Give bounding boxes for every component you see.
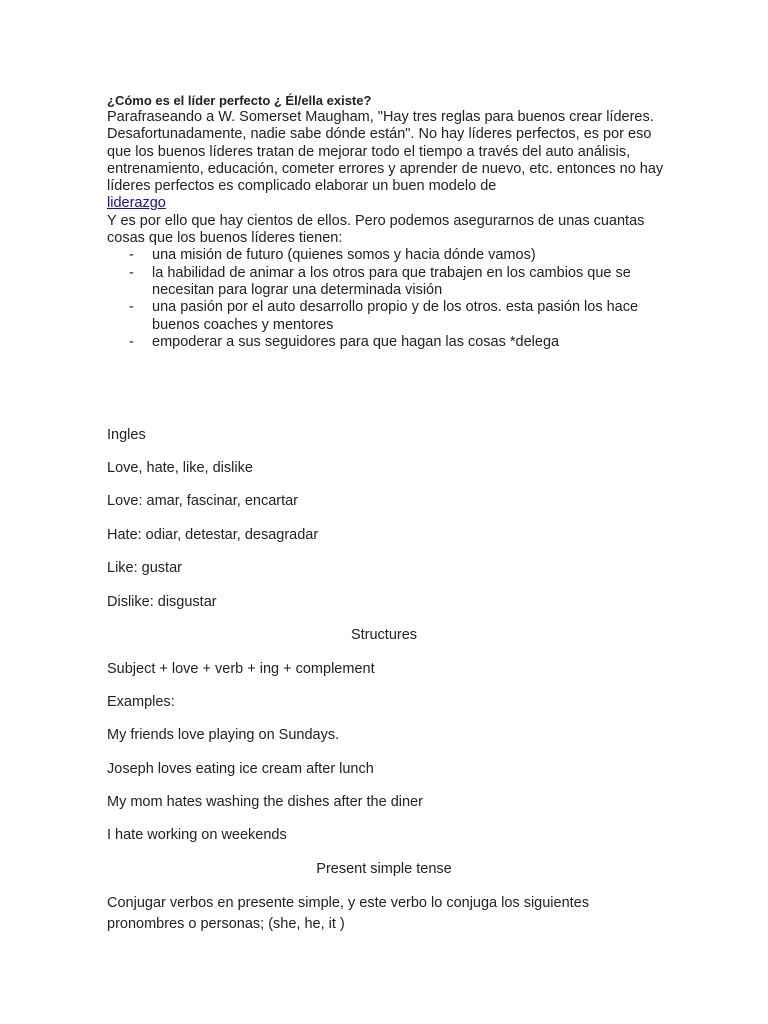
bullet-dash: - [129,333,134,350]
list-item [107,334,667,351]
second-paragraph: Y es por ello que hay cientos de ellos. Pero podemos asegurarnos de unas cuantas cosas que los buenos líderes tienen: [107,212,645,247]
bullet-dash: - [129,299,134,316]
list-item [107,247,667,264]
structures-heading: Structures [350,627,418,643]
definition-like: Like: gustar [107,560,182,576]
english-title: Ingles [107,427,146,443]
leadership-link[interactable]: liderazgo [107,195,166,212]
list-item-text: empoderar a sus seguidores para que hagan las cosas *delega [152,333,560,350]
verbs-line: Love, hate, like, dislike [107,460,253,476]
list-item [107,265,667,300]
bullet-dash: - [129,264,134,281]
tense-heading: Present simple tense [316,861,452,877]
section-heading: ¿Cómo es el líder perfecto ¿ Él/ella existe? [107,93,372,108]
definition-hate: Hate: odiar, detestar, desagradar [107,527,319,543]
qualities-list [107,247,667,351]
list-item-text: una misión de futuro (quienes somos y hacia dónde vamos) [152,247,536,264]
definition-love: Love: amar, fascinar, encartar [107,493,299,509]
tense-paragraph: Conjugar verbos en presente simple, y este verbo lo conjuga los siguientes pronombres o personas; (she, he, it ) [107,895,589,932]
example-line: My friends love playing on Sundays. [107,727,340,743]
example-line: My mom hates washing the dishes after the diner [107,794,423,810]
intro-text: Parafraseando a W. Somerset Maugham, "Hay tres reglas para buenos crear líderes. Desafortunadamente, nadie sabe dónde están". No hay líderes perfectos, es por eso que los buenos líderes tratan de mejorar todo el tiempo a través del auto análisis, entrenamiento, educación, cometer errores y aprender de nuevo, etc. entonces no hay líderes perfectos es complicado elaborar un buen modelo de [107,109,664,195]
list-item [107,299,667,334]
intro-paragraph [107,109,667,213]
leadership-section [107,92,667,351]
list-item-text: una pasión por el auto desarrollo propio y de los otros. esta pasión los hace buenos coaches y mentores [152,299,639,333]
list-item-text: la habilidad de animar a los otros para que trabajen en los cambios que se necesitan para lograr una determinada visión [152,264,631,298]
bullet-dash: - [129,247,134,264]
example-line: Joseph loves eating ice cream after lunch [107,761,374,777]
structure-formula: Subject + love + verb + ing + complement [107,661,375,677]
definition-dislike: Dislike: disgustar [107,594,217,610]
example-line: I hate working on weekends [107,827,287,843]
examples-label: Examples: [107,694,175,710]
